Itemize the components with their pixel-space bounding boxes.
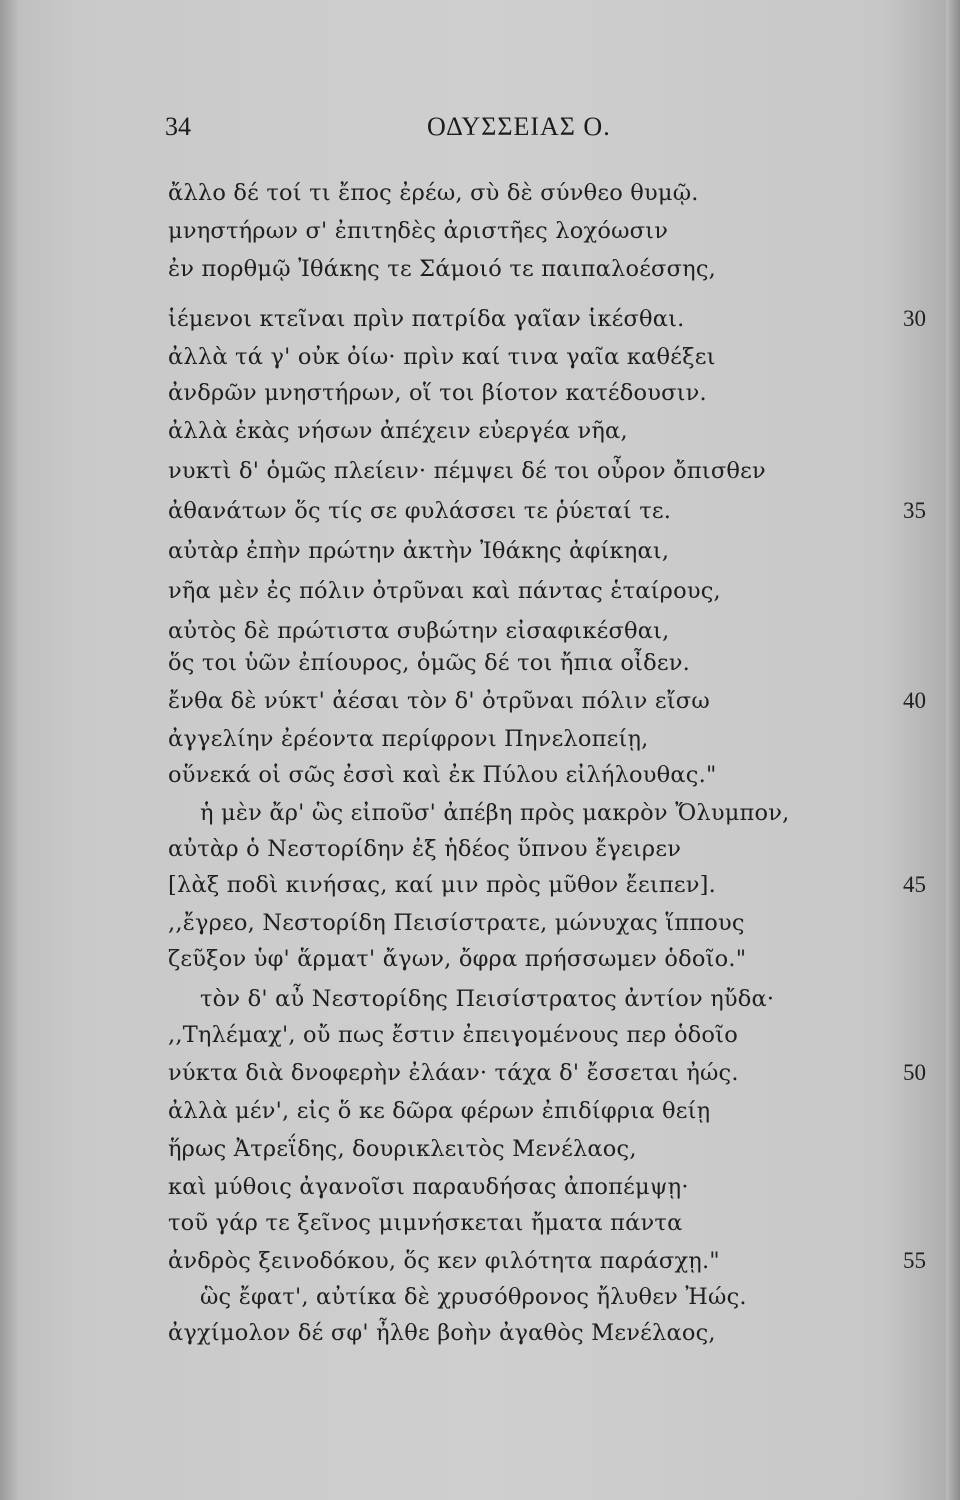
verse-line [0, 458, 960, 494]
line-number: 30 [903, 306, 926, 331]
verse-line [0, 650, 960, 686]
verse-text: οὕνεκά οἱ σῶς ἐσσὶ καὶ ἐκ Πύλου εἰλήλουθας." [168, 762, 717, 788]
verse-text: νυκτὶ δ' ὁμῶς πλείειν· πέμψει δέ τοι οὖρον ὄπισθεν [168, 458, 766, 484]
verse-text: καὶ μύθοις ἀγανοῖσι παραυδήσας ἀποπέμψῃ· [168, 1174, 689, 1200]
verse-line [0, 618, 960, 654]
verse-text: ὅς τοι ὑῶν ἐπίουρος, ὁμῶς δέ τοι ἤπια οἶδεν. [168, 650, 690, 676]
line-number: 35 [903, 498, 926, 523]
verse-text: νῆα μὲν ἐς πόλιν ὀτρῦναι καὶ πάντας ἑταίρους, [168, 578, 721, 604]
verse-line [0, 836, 960, 872]
verse-line [0, 688, 960, 724]
verse-line [0, 538, 960, 574]
verse-text: ἀνδρῶν μνηστήρων, οἵ τοι βίοτον κατέδουσιν. [168, 380, 707, 406]
line-number: 50 [903, 1060, 926, 1085]
verse-line [0, 910, 960, 946]
verse-line [0, 256, 960, 292]
verse-line [0, 498, 960, 534]
verse-text: ἐν πορθμῷ Ἰθάκης τε Σάμοιό τε παιπαλοέσσης, [168, 256, 716, 282]
verse-line [0, 946, 960, 982]
line-number: 40 [903, 688, 926, 713]
verse-line [0, 1022, 960, 1058]
verse-line [0, 1284, 960, 1320]
verse-line [0, 872, 960, 908]
verse-text: ἄλλο δέ τοί τι ἔπος ἐρέω, σὺ δὲ σύνθεο θυμῷ. [168, 180, 699, 206]
verse-text: νύκτα διὰ δνοφερὴν ἐλάαν· τάχα δ' ἔσσεται ἠώς. [168, 1060, 739, 1086]
running-title: ΟΔΥΣΣΕΙΑΣ Ο. [427, 112, 611, 141]
line-number: 45 [903, 872, 926, 897]
page-number: 34 [165, 112, 191, 141]
verse-line [0, 986, 960, 1022]
verse-line [0, 578, 960, 614]
verse-text: τοῦ γάρ τε ξεῖνος μιμνήσκεται ἤματα πάντα [168, 1210, 683, 1236]
verse-text: αὐτὰρ ὁ Νεστορίδην ἐξ ἡδέος ὕπνου ἔγειρεν [168, 836, 682, 862]
verse-line [0, 1320, 960, 1356]
verse-text: ἀθανάτων ὅς τίς σε φυλάσσει τε ῥύεταί τε. [168, 498, 672, 524]
verse-line [0, 1248, 960, 1284]
verse-text: ,,ἔγρεο, Νεστορίδη Πεισίστρατε, μώνυχας ἵππους [168, 910, 745, 936]
running-header [165, 112, 855, 156]
verse-text: ἔνθα δὲ νύκτ' ἀέσαι τὸν δ' ὀτρῦναι πόλιν εἴσω [168, 688, 710, 714]
verse-line [0, 380, 960, 416]
verse-line [0, 726, 960, 762]
verse-line [0, 218, 960, 254]
verse-line [0, 306, 960, 342]
verse-text: ἀγχίμολον δέ σφ' ἦλθε βοὴν ἀγαθὸς Μενέλαος, [168, 1320, 716, 1346]
verse-text: ἱέμενοι κτεῖναι πρὶν πατρίδα γαῖαν ἱκέσθαι. [168, 306, 685, 332]
verse-text: αὐτὸς δὲ πρώτιστα συβώτην εἰσαφικέσθαι, [168, 618, 670, 644]
verse-line [0, 762, 960, 798]
verse-line [0, 800, 960, 836]
verse-text: [λὰξ ποδὶ κινήσας, καί μιν πρὸς μῦθον ἔειπεν]. [168, 872, 716, 898]
verse-line [0, 1060, 960, 1096]
verse-text: ζεῦξον ὑφ' ἅρματ' ἄγων, ὄφρα πρήσσωμεν ὁδοῖο." [168, 946, 747, 972]
verse-text: ἀλλὰ ἑκὰς νήσων ἀπέχειν εὐεργέα νῆα, [168, 418, 628, 444]
verse-text: ἀλλὰ μέν', εἰς ὅ κε δῶρα φέρων ἐπιδίφρια θείῃ [168, 1098, 711, 1124]
verse-text: ἀγγελίην ἐρέοντα περίφρονι Πηνελοπείῃ, [168, 726, 649, 752]
verse-text: ,,Τηλέμαχ', οὔ πως ἔστιν ἐπειγομένους περ ὁδοῖο [168, 1022, 738, 1048]
verse-text: ἀλλὰ τά γ' οὐκ ὀίω· πρὶν καί τινα γαῖα καθέξει [168, 344, 716, 370]
verse-line [0, 180, 960, 216]
verse-line [0, 1136, 960, 1172]
verse-text: ἡ μὲν ἄρ' ὣς εἰποῦσ' ἀπέβη πρὸς μακρὸν Ὄλυμπον, [200, 800, 790, 826]
verse-text: τὸν δ' αὖ Νεστορίδης Πεισίστρατος ἀντίον ηὔδα· [200, 986, 775, 1012]
verse-line [0, 344, 960, 380]
verse-text: ἀνδρὸς ξεινοδόκου, ὅς κεν φιλότητα παράσχῃ." [168, 1248, 720, 1274]
verse-text: ἥρως Ἀτρεΐδης, δουρικλειτὸς Μενέλαος, [168, 1136, 637, 1162]
verse-text: ὣς ἔφατ', αὐτίκα δὲ χρυσόθρονος ἤλυθεν Ἠώς. [200, 1284, 747, 1310]
verse-line [0, 1098, 960, 1134]
verse-line [0, 418, 960, 454]
verse-text: μνηστήρων σ' ἐπιτηδὲς ἀριστῆες λοχόωσιν [168, 218, 669, 244]
verse-line [0, 1174, 960, 1210]
verse-line [0, 1210, 960, 1246]
line-number: 55 [903, 1248, 926, 1273]
verse-text: αὐτὰρ ἐπὴν πρώτην ἀκτὴν Ἰθάκης ἀφίκηαι, [168, 538, 670, 564]
